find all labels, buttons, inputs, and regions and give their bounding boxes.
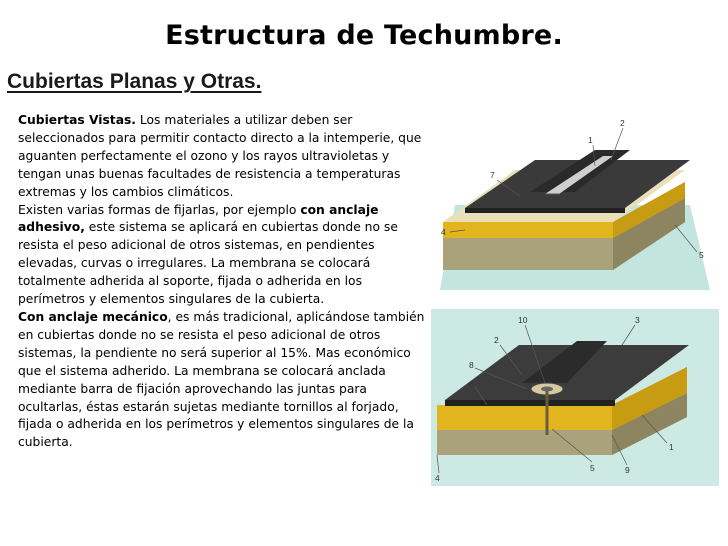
text-anclaje-adhesivo: este sistema se aplicará en cubiertas donde no se resista el peso adicional de otros sistemas, en pendientes elevadas, curvas o irregulares. La membrana se colocará totalmente adherida al soporte, fijada o adherida en los perímetros y elementos singulares de la cubierta. — [18, 220, 398, 307]
lead-anclaje-mecanico: Con anclaje mecánico — [18, 309, 168, 324]
paragraph-anclaje-adhesivo — [18, 202, 428, 309]
paragraph-anclaje-mecanico — [18, 309, 428, 452]
fig2-callout-2: 2 — [494, 335, 499, 345]
text-cubiertas-vistas: Los materiales a utilizar deben ser seleccionados para permitir contacto directo a la intemperie, que aguanten perfectamente el ozono y los rayos ultravioletas y tengan unas buenas facultades de resistencia a temperaturas extremas y los cambios climáticos. — [18, 113, 422, 199]
text-anclaje-mecanico: , es más tradicional, aplicándose también en cubiertas donde no se resista el peso adicional de otros sistemas, la pendiente no será superior al 15%. Mas económico que el sistema adherido. La membrana se colocará anclada mediante barra de fijación aprovechando las juntas para ocultarlas, éstas estarán sujetas mediante tornillos al forjado, fijada o adherida en los perímetros y elementos singulares de la cubierta. — [18, 309, 425, 450]
page-title: Estructura de Techumbre. — [165, 20, 563, 51]
lead-cubiertas-vistas: Cubiertas Vistas. — [18, 113, 136, 127]
fig1-callout-1: 1 — [588, 135, 593, 145]
fig1-callout-7: 7 — [490, 170, 495, 180]
fig1-callout-4: 4 — [441, 227, 446, 237]
body-text — [18, 112, 428, 452]
fig2-callout-10: 10 — [518, 315, 528, 325]
fig2-callout-3: 3 — [635, 315, 640, 325]
page-subtitle: Cubiertas Planas y Otras. — [7, 70, 262, 93]
lead-anclaje-adhesivo: con anclaje adhesivo, — [18, 202, 379, 235]
text-intro-fijarlas: Existen varias formas de fijarlas, por ejemplo — [18, 202, 301, 217]
fig1-callout-2: 2 — [620, 118, 625, 128]
figure-adhered-roof — [435, 110, 720, 292]
fig1-callout-5: 5 — [699, 250, 704, 260]
figure-mechanical-roof — [427, 305, 723, 490]
fig2-callout-1: 1 — [669, 442, 674, 452]
fig2-callout-9: 9 — [625, 465, 630, 475]
fig2-callout-6: 6 — [469, 379, 474, 389]
fig2-callout-4: 4 — [435, 473, 440, 483]
paragraph-cubiertas-vistas — [18, 112, 428, 202]
fig2-callout-5: 5 — [590, 463, 595, 473]
fig2-callout-8: 8 — [469, 360, 474, 370]
